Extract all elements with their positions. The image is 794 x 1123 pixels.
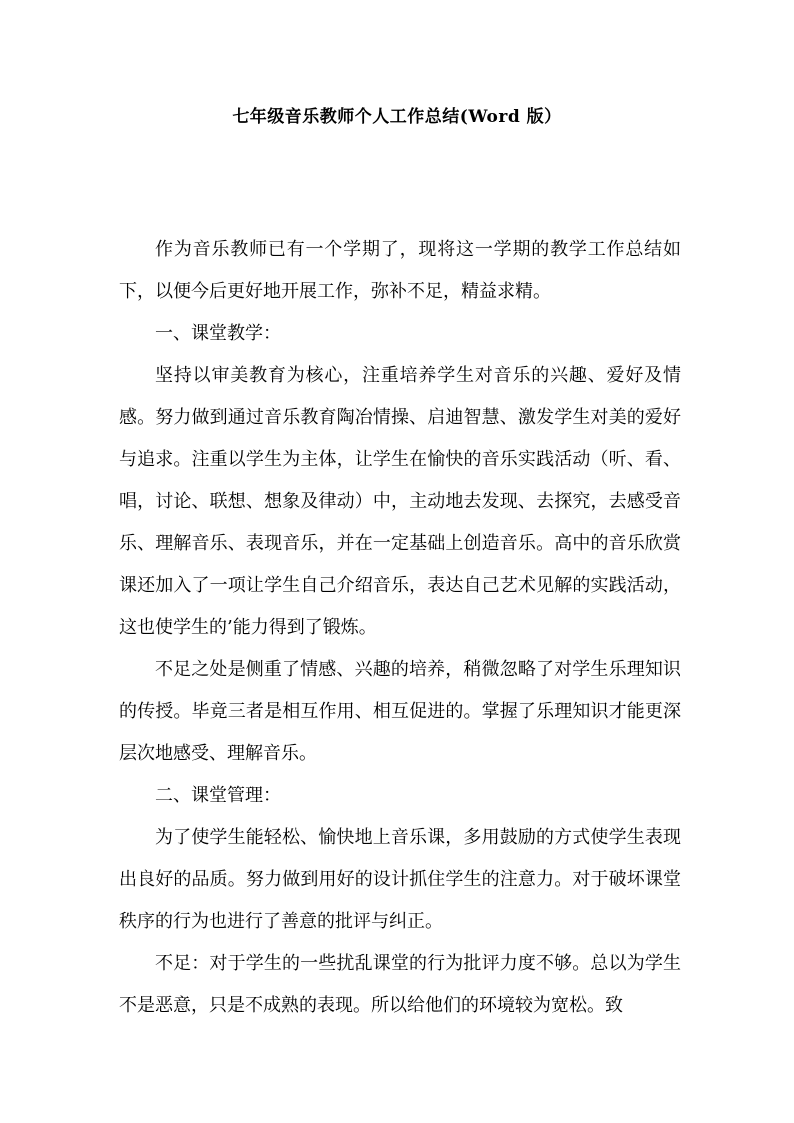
management-paragraph: 为了使学生能轻松、愉快地上音乐课，多用鼓励的方式使学生表现出良好的品质。努力做到用好的设计抓住学生的注意力。对于破坏课堂秩序的行为也进行了善意的批评与纠正。 [119, 827, 681, 932]
document-body [119, 229, 681, 1027]
section-heading-classroom-management: 二、课堂管理： [155, 785, 281, 806]
intro-paragraph: 作为音乐教师已有一个学期了，现将这一学期的教学工作总结如下，以便今后更好地开展工作，弥补不足，精益求精。 [119, 239, 681, 302]
section-heading-classroom-teaching: 一、课堂教学： [155, 323, 281, 344]
teaching-shortcomings-paragraph: 不足之处是侧重了情感、兴趣的培养，稍微忽略了对学生乐理知识的传授。毕竟三者是相互作用、相互促进的。掌握了乐理知识才能更深层次地感受、理解音乐。 [119, 659, 681, 764]
management-shortcomings-paragraph: 不足：对于学生的一些扰乱课堂的行为批评力度不够。总以为学生不是恶意，只是不成熟的表现。所以给他们的环境较为宽松。致 [119, 953, 681, 1016]
document-title: 七年级音乐教师个人工作总结(Word 版） [232, 107, 562, 127]
teaching-paragraph: 坚持以审美教育为核心，注重培养学生对音乐的兴趣、爱好及情感。努力做到通过音乐教育陶冶情操、启迪智慧、激发学生对美的爱好与追求。注重以学生为主体，让学生在愉快的音乐实践活动（听、看、唱，讨论、联想、想象及律动）中，主动地去发现、去探究，去感受音乐、理解音乐、表现音乐，并在一定基础上创造音乐。高中的音乐欣赏课还加入了一项让学生自己介绍音乐，表达自己艺术见解的实践活动，这也使学生的’能力得到了锻炼。 [119, 365, 681, 638]
